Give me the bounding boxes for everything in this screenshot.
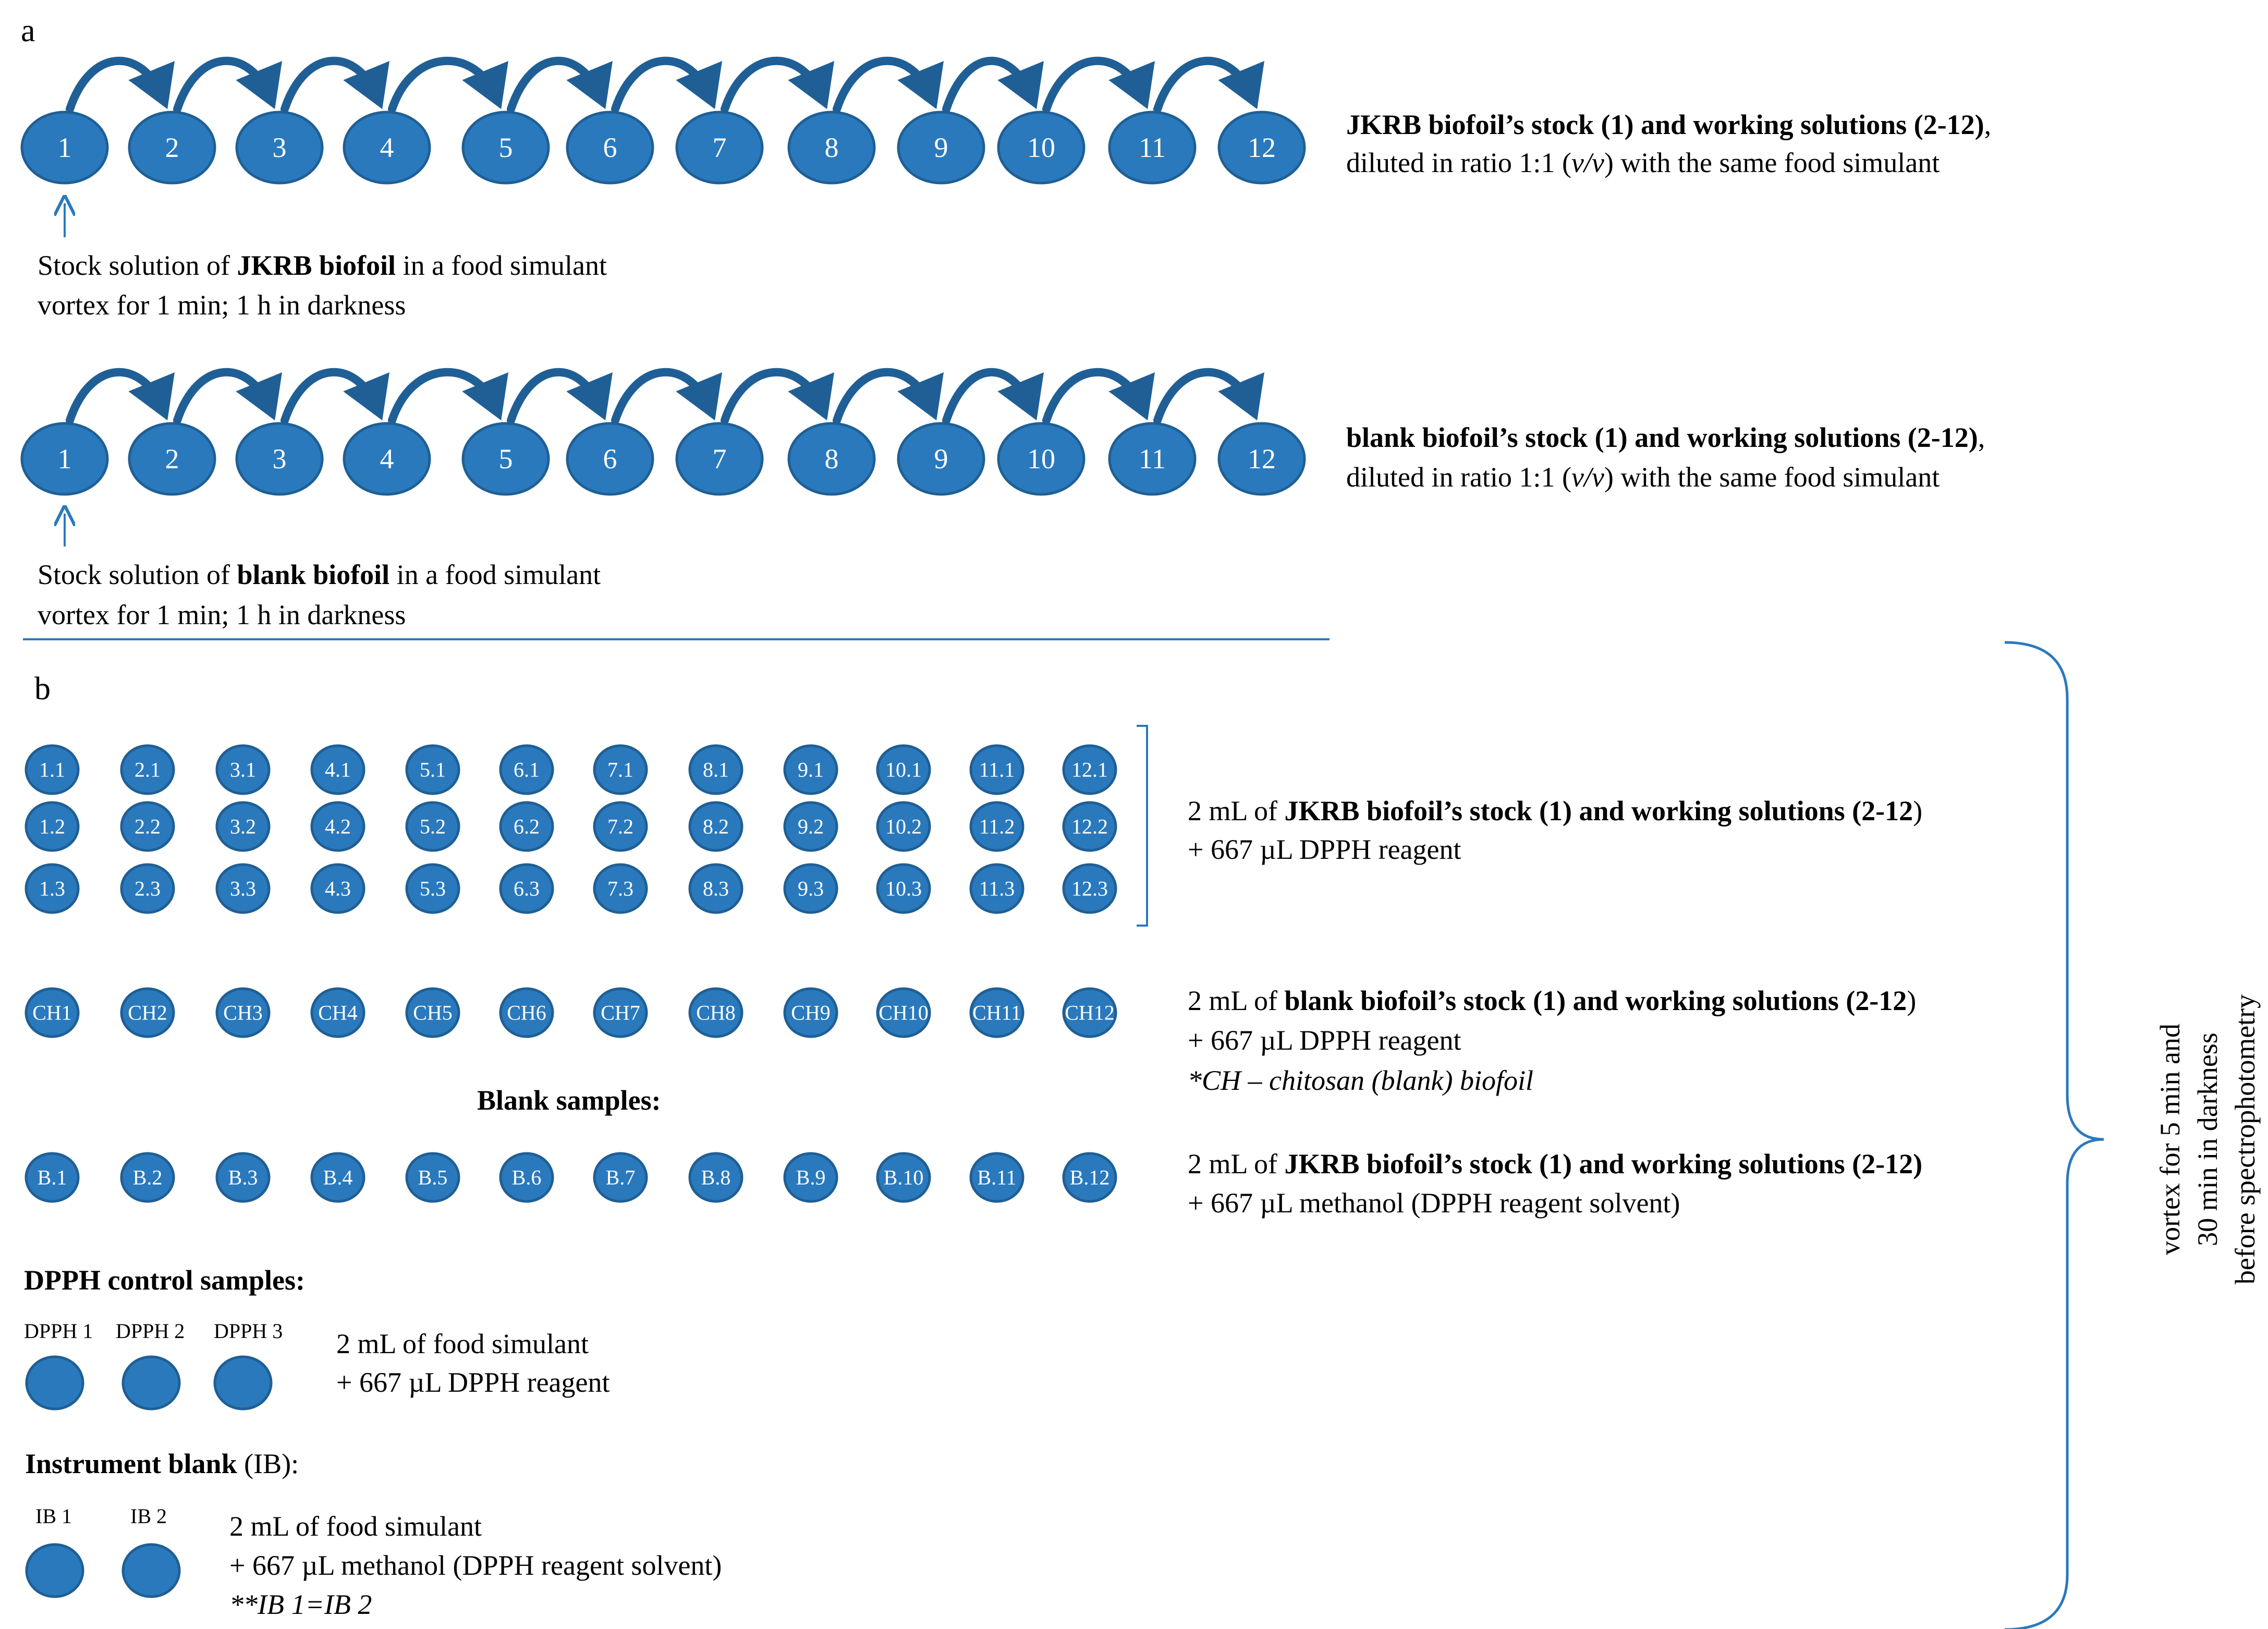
- row1-arrow-11: [1157, 61, 1252, 109]
- replicate-circle-6.3: [501, 865, 553, 913]
- replicate-circle-9.2: [785, 803, 837, 850]
- replicate-bracket: [1137, 726, 1147, 926]
- row1-circle-5-label: 5: [498, 132, 513, 163]
- blank-circle-B.2-label: B.2: [132, 1165, 163, 1189]
- replicate-circle-11.2-label: 11.2: [979, 814, 1015, 838]
- row1-arrow-4: [392, 61, 496, 109]
- ch-description-line3: *CH – chitosan (blank) biofoil: [1188, 1065, 1533, 1096]
- replicate-circles: [26, 746, 1116, 913]
- ch-circle-CH1-label: CH1: [32, 1001, 72, 1025]
- ch-circle-CH3-label: CH3: [223, 1001, 263, 1025]
- ch-circle-CH10: [877, 989, 930, 1037]
- ch-circle-CH2: [121, 989, 174, 1037]
- replicate-circle-1.1-label: 1.1: [39, 758, 65, 782]
- dpph-circle-3: [215, 1357, 271, 1409]
- row2-arrow-6: [615, 372, 710, 420]
- blank-circle-B.4: [312, 1153, 364, 1201]
- replicate-circle-5.2-label: 5.2: [420, 814, 446, 838]
- replicate-circle-10.2-label: 10.2: [885, 814, 922, 838]
- row2-circle-1-label: 1: [57, 443, 72, 475]
- replicate-circle-6.2-label: 6.2: [514, 814, 540, 838]
- side-note-line-1: vortex for 5 min and: [2154, 1024, 2186, 1255]
- replicate-circle-3.2-label: 3.2: [230, 814, 256, 838]
- row2-circle-2: [129, 423, 215, 494]
- replicate-circle-5.1-label: 5.1: [420, 758, 446, 782]
- row1-circle-9: [898, 112, 984, 183]
- ch-circle-CH6: [501, 989, 553, 1037]
- row1-circle-8: [789, 112, 874, 183]
- ib-circle-1: [27, 1545, 83, 1597]
- row1-arrow-6: [615, 61, 710, 109]
- row1-circle-1-label: 1: [57, 132, 72, 163]
- ch-circles: [26, 989, 1116, 1037]
- row2-circle-11: [1109, 423, 1195, 494]
- blank-circle-B.12: [1064, 1153, 1116, 1201]
- replicate-circle-7.2: [594, 803, 647, 850]
- replicate-circle-3.3-label: 3.3: [230, 877, 256, 901]
- replicate-circle-1.2-label: 1.2: [39, 814, 65, 838]
- row2-circle-6: [567, 423, 653, 494]
- row2-arrow-1: [70, 372, 163, 420]
- ch-circle-CH7: [594, 989, 647, 1037]
- row1-arrow-10: [1046, 61, 1143, 109]
- replicate-circle-9.1-label: 9.1: [798, 758, 824, 782]
- row1-circle-4: [344, 112, 430, 183]
- dpph-circle-1-shape: [27, 1357, 83, 1409]
- replicate-circle-8.1-label: 8.1: [703, 758, 729, 782]
- row1-circle-10: [998, 112, 1084, 183]
- blank-circle-B.5: [407, 1153, 459, 1201]
- row2-circle-9-label: 9: [934, 443, 948, 475]
- blank-description-line1: 2 mL of JKRB biofoil’s stock (1) and working solutions (2-12): [1188, 1148, 1923, 1180]
- replicate-circle-6.1: [501, 746, 553, 794]
- row1-circle-7-label: 7: [712, 132, 727, 163]
- blank-circle-B.9: [785, 1153, 837, 1201]
- replicate-circle-7.1-label: 7.1: [607, 758, 633, 782]
- row1-circle-2: [129, 112, 215, 183]
- row1-circle-6: [567, 112, 653, 183]
- row1-circle-11-label: 11: [1139, 132, 1166, 163]
- ib-label-2: IB 2: [130, 1504, 167, 1528]
- replicate-circle-3.1-label: 3.1: [230, 758, 256, 782]
- row2-arrow-4: [392, 372, 496, 420]
- blank-circle-B.12-label: B.12: [1069, 1165, 1110, 1189]
- row1-arrow-1: [70, 61, 163, 109]
- row1-arrow-5: [511, 61, 601, 109]
- blank-circle-B.3-label: B.3: [228, 1165, 258, 1189]
- replicate-circle-11.3: [971, 865, 1023, 913]
- dpph-label-3: DPPH 3: [214, 1319, 283, 1343]
- row2-circle-12: [1219, 423, 1304, 494]
- replicate-circle-5.3-label: 5.3: [420, 877, 446, 901]
- row2-arrow-9: [946, 372, 1032, 420]
- replicate-circle-8.3-label: 8.3: [703, 877, 729, 901]
- replicate-circle-3.1: [217, 746, 269, 794]
- big-curly-bracket: [2005, 642, 2104, 1629]
- instrument-blank-circles: [27, 1545, 179, 1597]
- ch-circle-CH11: [971, 989, 1023, 1037]
- row1-circle-4-label: 4: [380, 132, 394, 163]
- dpph-circle-1: [27, 1357, 83, 1409]
- row2-solution-circles: [22, 423, 1304, 494]
- blank-circle-B.10-label: B.10: [883, 1165, 924, 1189]
- dpph-circle-2-shape: [123, 1357, 179, 1409]
- row2-arrow-10: [1046, 372, 1143, 420]
- replicate-circle-4.3-label: 4.3: [325, 877, 351, 901]
- replicate-description-line1: 2 mL of JKRB biofoil’s stock (1) and working solutions (2-12): [1188, 795, 1923, 826]
- replicate-circle-3.3: [217, 865, 269, 913]
- replicate-circle-9.3: [785, 865, 837, 913]
- row1-stock-line2: vortex for 1 min; 1 h in darkness: [38, 289, 406, 321]
- row1-circle-5: [463, 112, 548, 183]
- row1-circle-7: [677, 112, 762, 183]
- blank-circle-B.4-label: B.4: [323, 1165, 353, 1189]
- replicate-circle-10.1-label: 10.1: [885, 758, 922, 782]
- row1-circle-10-label: 10: [1027, 132, 1055, 163]
- row2-stock-line2: vortex for 1 min; 1 h in darkness: [38, 599, 406, 630]
- ib-heading: Instrument blank (IB):: [25, 1448, 299, 1479]
- replicate-circle-4.1-label: 4.1: [325, 758, 351, 782]
- replicate-circle-8.2: [690, 803, 742, 850]
- ch-circle-CH5-label: CH5: [413, 1001, 453, 1025]
- dpph-description-line1: 2 mL of food simulant: [336, 1328, 589, 1359]
- row2-arrow-5: [511, 372, 601, 420]
- row2-circle-10: [998, 423, 1084, 494]
- panel-b-label: b: [34, 671, 51, 707]
- replicate-circle-11.2: [971, 803, 1023, 850]
- row2-arrow-11: [1157, 372, 1252, 420]
- side-note-line-3: before spectrophotometry: [2229, 994, 2261, 1285]
- row1-circle-3-label: 3: [272, 132, 287, 163]
- blank-circle-B.1-label: B.1: [37, 1165, 67, 1189]
- blank-sample-circles: [26, 1153, 1116, 1201]
- row1-solution-circles: [22, 112, 1304, 183]
- ch-circle-CH8-label: CH8: [696, 1001, 736, 1025]
- ib-description-line2: + 667 µL methanol (DPPH reagent solvent): [229, 1550, 722, 1581]
- ch-circle-CH5: [407, 989, 459, 1037]
- replicate-circle-2.3-label: 2.3: [135, 877, 161, 901]
- ch-description-line2: + 667 µL DPPH reagent: [1188, 1025, 1461, 1056]
- row1-arrow-7: [725, 61, 822, 109]
- replicate-circle-11.3-label: 11.3: [979, 877, 1015, 901]
- replicate-circle-7.3-label: 7.3: [607, 877, 633, 901]
- replicate-circle-2.3: [121, 865, 174, 913]
- row2-circle-5-label: 5: [498, 443, 513, 475]
- replicate-circle-1.3: [26, 865, 78, 913]
- row1-dilution-arrows: [70, 61, 1252, 109]
- row1-circle-3: [237, 112, 322, 183]
- dpph-description-line2: + 667 µL DPPH reagent: [336, 1367, 610, 1398]
- row1-arrow-3: [285, 61, 377, 109]
- replicate-circle-10.3-label: 10.3: [885, 877, 922, 901]
- blank-circle-B.10: [877, 1153, 930, 1201]
- replicate-circle-2.2-label: 2.2: [135, 814, 161, 838]
- replicate-circle-2.1: [121, 746, 174, 794]
- blank-circle-B.7: [594, 1153, 647, 1201]
- dpph-label-2: DPPH 2: [116, 1319, 185, 1343]
- ch-circle-CH8: [690, 989, 742, 1037]
- row2-circle-7-label: 7: [712, 443, 727, 475]
- replicate-circle-6.2: [501, 803, 553, 850]
- replicate-circle-12.3-label: 12.3: [1071, 877, 1108, 901]
- replicate-circle-1.3-label: 1.3: [39, 877, 65, 901]
- blank-circle-B.11: [971, 1153, 1023, 1201]
- ch-circle-CH9-label: CH9: [791, 1001, 831, 1025]
- row1-description-line2: diluted in ratio 1:1 (v/v) with the same food simulant: [1346, 147, 1940, 178]
- replicate-circle-3.2: [217, 803, 269, 850]
- ch-circle-CH11-label: CH11: [972, 1001, 1022, 1025]
- replicate-circle-8.1: [690, 746, 742, 794]
- replicate-circle-6.3-label: 6.3: [514, 877, 540, 901]
- row2-description-line1: blank biofoil’s stock (1) and working solutions (2-12),: [1346, 422, 1985, 453]
- row2-circle-3-label: 3: [272, 443, 287, 475]
- blank-circle-B.3: [217, 1153, 269, 1201]
- replicate-circle-9.3-label: 9.3: [798, 877, 824, 901]
- replicate-circle-7.2-label: 7.2: [607, 814, 633, 838]
- ch-circle-CH4: [312, 989, 364, 1037]
- replicate-circle-1.1: [26, 746, 78, 794]
- dpph-control-circles: [27, 1357, 271, 1409]
- blank-circle-B.6-label: B.6: [511, 1165, 542, 1189]
- row1-circle-9-label: 9: [934, 132, 948, 163]
- replicate-circle-12.2: [1064, 803, 1116, 850]
- row1-circle-12-label: 12: [1248, 132, 1276, 163]
- blank-circle-B.9-label: B.9: [796, 1165, 826, 1189]
- ch-circle-CH10-label: CH10: [879, 1001, 929, 1025]
- row2-arrow-7: [725, 372, 822, 420]
- row2-circle-5: [463, 423, 548, 494]
- ib-label-1: IB 1: [35, 1504, 72, 1528]
- replicate-circle-9.1: [785, 746, 837, 794]
- row2-arrow-2: [177, 372, 270, 420]
- row1-arrow-2: [177, 61, 270, 109]
- row1-arrow-8: [837, 61, 932, 109]
- dpph-heading: DPPH control samples:: [24, 1265, 305, 1296]
- replicate-circle-4.1: [312, 746, 364, 794]
- row2-stock-line1: Stock solution of blank biofoil in a food simulant: [38, 559, 601, 590]
- blank-samples-heading: Blank samples:: [477, 1085, 661, 1116]
- ch-circle-CH1: [26, 989, 78, 1037]
- row1-circle-8-label: 8: [824, 132, 839, 163]
- row1-circle-11: [1109, 112, 1195, 183]
- row2-circle-3: [237, 423, 322, 494]
- replicate-circle-7.1: [594, 746, 647, 794]
- replicate-circle-5.2: [407, 803, 459, 850]
- replicate-circle-10.3: [877, 865, 930, 913]
- replicate-circle-6.1-label: 6.1: [514, 758, 540, 782]
- replicate-circle-4.2-label: 4.2: [325, 814, 351, 838]
- row2-circle-8: [789, 423, 874, 494]
- ch-circle-CH12: [1064, 989, 1116, 1037]
- ib-description-line3: **IB 1=IB 2: [229, 1589, 372, 1620]
- panel-a-label: a: [21, 13, 35, 48]
- side-note: [2154, 994, 2261, 1284]
- blank-circle-B.8: [690, 1153, 742, 1201]
- replicate-circle-12.2-label: 12.2: [1071, 814, 1108, 838]
- row2-circle-1: [22, 423, 107, 494]
- dpph-circle-2: [123, 1357, 179, 1409]
- row1-stock-line1: Stock solution of JKRB biofoil in a food simulant: [38, 250, 607, 281]
- replicate-circle-10.2: [877, 803, 930, 850]
- replicate-circle-12.1-label: 12.1: [1071, 758, 1108, 782]
- row2-circle-4: [344, 423, 430, 494]
- row1-circle-2-label: 2: [165, 132, 179, 163]
- ib-circle-2-shape: [123, 1545, 179, 1597]
- row1-circle-6-label: 6: [603, 132, 617, 163]
- replicate-circle-4.2: [312, 803, 364, 850]
- row1-circle-1: [22, 112, 107, 183]
- replicate-circle-2.2: [121, 803, 174, 850]
- ch-circle-CH7-label: CH7: [601, 1001, 640, 1025]
- blank-description-line2: + 667 µL methanol (DPPH reagent solvent): [1188, 1187, 1680, 1219]
- replicate-circle-10.1: [877, 746, 930, 794]
- ch-circle-CH9: [785, 989, 837, 1037]
- replicate-circle-11.1: [971, 746, 1023, 794]
- row2-circle-7: [677, 423, 762, 494]
- ch-circle-CH6-label: CH6: [507, 1001, 546, 1025]
- ch-circle-CH2-label: CH2: [128, 1001, 167, 1025]
- row2-dilution-arrows: [70, 372, 1252, 420]
- row2-circle-9: [898, 423, 984, 494]
- ch-description-line1: 2 mL of blank biofoil’s stock (1) and working solutions (2-12): [1188, 985, 1917, 1016]
- replicate-circle-7.3: [594, 865, 647, 913]
- replicate-circle-2.1-label: 2.1: [135, 758, 161, 782]
- replicate-circle-12.1: [1064, 746, 1116, 794]
- dpph-label-1: DPPH 1: [24, 1319, 93, 1343]
- replicate-circle-5.3: [407, 865, 459, 913]
- row2-circle-6-label: 6: [603, 443, 617, 475]
- row2-circle-11-label: 11: [1139, 443, 1166, 475]
- row1-circle-12: [1219, 112, 1304, 183]
- blank-circle-B.5-label: B.5: [418, 1165, 448, 1189]
- row2-circle-12-label: 12: [1248, 443, 1276, 475]
- ch-circle-CH4-label: CH4: [318, 1001, 358, 1025]
- row2-circle-10-label: 10: [1027, 443, 1055, 475]
- row2-circle-2-label: 2: [165, 443, 179, 475]
- ib-description-line1: 2 mL of food simulant: [229, 1511, 482, 1542]
- ib-circle-2: [123, 1545, 179, 1597]
- row2-arrow-3: [285, 372, 377, 420]
- replicate-circle-1.2: [26, 803, 78, 850]
- side-note-line-2: 30 min in darkness: [2192, 1032, 2223, 1246]
- replicate-circle-8.3: [690, 865, 742, 913]
- blank-circle-B.8-label: B.8: [701, 1165, 731, 1189]
- ch-circle-CH3: [217, 989, 269, 1037]
- blank-circle-B.6: [501, 1153, 553, 1201]
- replicate-circle-5.1: [407, 746, 459, 794]
- row2-circle-8-label: 8: [824, 443, 839, 475]
- replicate-circle-9.2-label: 9.2: [798, 814, 824, 838]
- ib-circle-1-shape: [27, 1545, 83, 1597]
- blank-circle-B.1: [26, 1153, 78, 1201]
- replicate-circle-8.2-label: 8.2: [703, 814, 729, 838]
- replicate-circle-12.3: [1064, 865, 1116, 913]
- blank-circle-B.11-label: B.11: [977, 1165, 1017, 1189]
- replicate-description-line2: + 667 µL DPPH reagent: [1188, 834, 1461, 865]
- dpph-circle-3-shape: [215, 1357, 271, 1409]
- blank-circle-B.2: [121, 1153, 174, 1201]
- row2-description-line2: diluted in ratio 1:1 (v/v) with the same food simulant: [1346, 461, 1940, 493]
- replicate-circle-11.1-label: 11.1: [979, 758, 1015, 782]
- row1-arrow-9: [946, 61, 1032, 109]
- replicate-circle-4.3: [312, 865, 364, 913]
- row2-circle-4-label: 4: [380, 443, 394, 475]
- ch-circle-CH12-label: CH12: [1065, 1001, 1115, 1025]
- row2-arrow-8: [837, 372, 932, 420]
- row1-description-line1: JKRB biofoil’s stock (1) and working solutions (2-12),: [1346, 109, 1992, 140]
- blank-circle-B.7-label: B.7: [605, 1165, 636, 1189]
